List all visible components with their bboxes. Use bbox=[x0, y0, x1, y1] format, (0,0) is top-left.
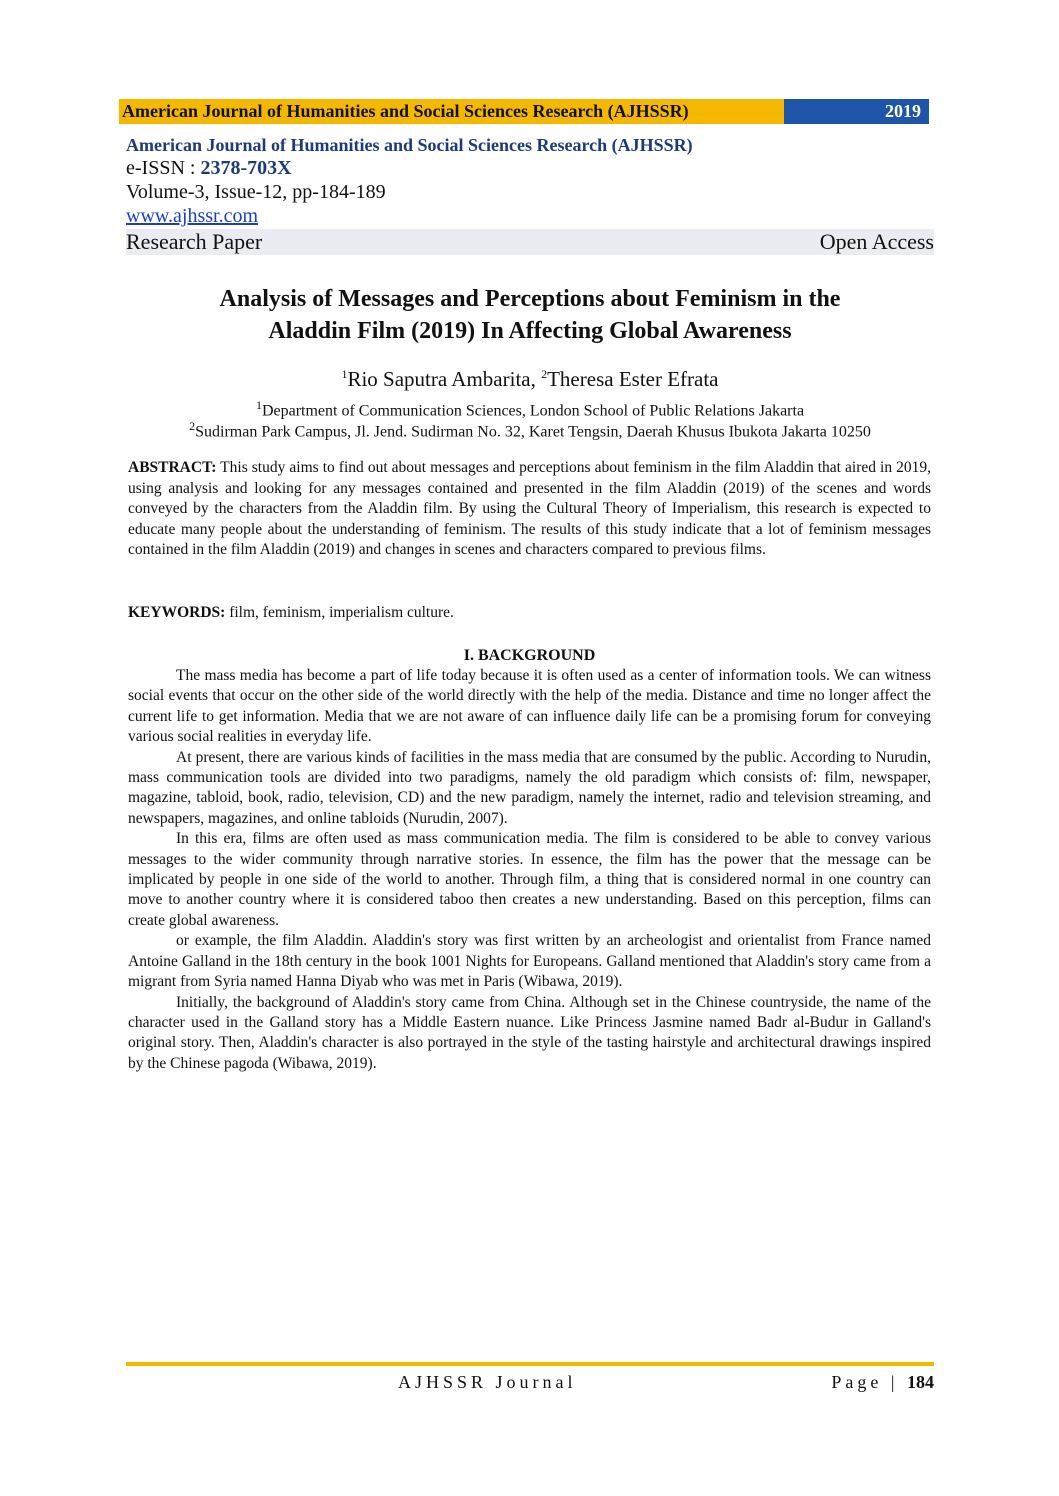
paper-type-bar bbox=[126, 229, 934, 255]
author-2-superscript: 2 bbox=[541, 367, 548, 381]
abstract-text: This study aims to find out about messages and perceptions about feminism in the film Aladdin that aired in 2019, using analysis and looking for any messages contained and presented in the film Aladdin (2019) of the scenes and words conveyed by the characters from the Aladdin film. By using the Cultural Theory of Imperialism, this research is expected to educate many people about the understanding of feminism. The results of this study indicate that a lot of feminism messages contained in the film Aladdin (2019) and changes in scenes and characters compared to previous films. bbox=[128, 459, 931, 558]
paragraph-1: The mass media has become a part of life today because it is often used as a center of information tools. We can witness social events that occur on the other side of the world directly with the help of the media. Distance and time no longer affect the current life to get information. Media that we are not aware of can influence daily life can be a promising forum for conveying various social realities in everyday life. bbox=[128, 667, 931, 746]
issn-line bbox=[126, 156, 934, 180]
section-heading-background: I. BACKGROUND bbox=[463, 647, 596, 664]
author-1: Rio Saputra Ambarita, bbox=[347, 367, 542, 391]
paragraph-2: At present, there are various kinds of facilities in the mass media that are consumed by the public. According to Nurudin, mass communication tools are divided into two paradigms, namely the old paradigm which consists of: film, newspaper, magazine, tabloid, book, radio, television, CD) and the new paradigm, namely the internet, radio and television streaming, and newspapers, magazines, and online tabloids (Nurudin, 2007). bbox=[128, 748, 931, 827]
authors bbox=[120, 367, 940, 392]
journal-website-link[interactable]: www.ajhssr.com bbox=[126, 205, 259, 227]
page-number: 184 bbox=[907, 1372, 934, 1392]
affiliation-1-superscript: 1 bbox=[255, 398, 262, 412]
keywords bbox=[128, 604, 931, 622]
keywords-label: KEYWORDS: bbox=[128, 604, 226, 621]
access-type: Open Access bbox=[819, 229, 934, 254]
issn-value: 2378-703X bbox=[200, 157, 292, 179]
paragraph-5: Initially, the background of Aladdin's story came from China. Although set in the Chinese countryside, the name of the character used in the Galland story has a Middle Eastern nuance. Like Princess Jasmine named Badr al-Budur in Galland's original story. Then, Aladdin's character is also portrayed in the style of the tasting hairstyle and architectural drawings inspired by the Chinese pagoda (Wibawa, 2019). bbox=[128, 993, 931, 1072]
running-header-journal: American Journal of Humanities and Social Sciences Research (AJHSSR) bbox=[119, 99, 784, 124]
affiliation-2 bbox=[120, 416, 940, 442]
journal-name: American Journal of Humanities and Social Sciences Research (AJHSSR) bbox=[126, 135, 693, 155]
abstract bbox=[128, 458, 931, 561]
paragraph-4: or example, the film Aladdin. Aladdin's story was first written by an archeologist and orientalist from France named Antoine Galland in the 18th century in the book 1001 Nights for Europeans. Galland mentioned that Aladdin's story came from a migrant from Syria named Hanna Diyab who was met in Paris (Wibawa, 2019). bbox=[128, 932, 931, 991]
paper-type: Research Paper bbox=[126, 229, 263, 254]
page-footer bbox=[126, 1372, 934, 1393]
affiliation-2-text: Sudirman Park Campus, Jl. Jend. Sudirman No. 32, Karet Tengsin, Daerah Khusus Ibukota Jakarta 10250 bbox=[195, 423, 871, 441]
keywords-text: film, feminism, imperialism culture. bbox=[225, 604, 454, 621]
section-body bbox=[128, 666, 931, 1074]
paper-title-line-2: Aladdin Film (2019) In Affecting Global Awareness bbox=[268, 318, 792, 344]
author-1-superscript: 1 bbox=[341, 367, 348, 381]
paper-title bbox=[120, 283, 940, 347]
running-header-year: 2019 bbox=[784, 99, 929, 124]
footer-divider bbox=[126, 1362, 934, 1366]
abstract-label: ABSTRACT: bbox=[128, 459, 217, 476]
paper-title-line-1: Analysis of Messages and Perceptions about Feminism in the bbox=[219, 286, 841, 312]
issn-label: e-ISSN : bbox=[126, 157, 201, 179]
author-2: Theresa Ester Efrata bbox=[547, 367, 719, 391]
footer-journal: AJHSSR Journal bbox=[398, 1372, 577, 1392]
page-indicator bbox=[831, 1372, 934, 1393]
page-label: Page | bbox=[831, 1372, 907, 1392]
volume-info: Volume-3, Issue-12, pp-184-189 bbox=[126, 181, 386, 203]
running-header bbox=[119, 99, 929, 124]
affiliation-2-superscript: 2 bbox=[189, 419, 196, 433]
affiliation-1-text: Department of Communication Sciences, London School of Public Relations Jakarta bbox=[261, 402, 805, 420]
paragraph-3: In this era, films are often used as mass communication media. The film is considered to be able to convey various messages to the wider community through narrative stories. In essence, the film has the power that the message can be implicated by people in one side of the world to another. Through film, a thing that is considered normal in one country can move to another country where it is considered taboo then creates a new understanding. Based on this perception, films can create global awareness. bbox=[128, 830, 931, 929]
journal-info bbox=[126, 134, 934, 255]
